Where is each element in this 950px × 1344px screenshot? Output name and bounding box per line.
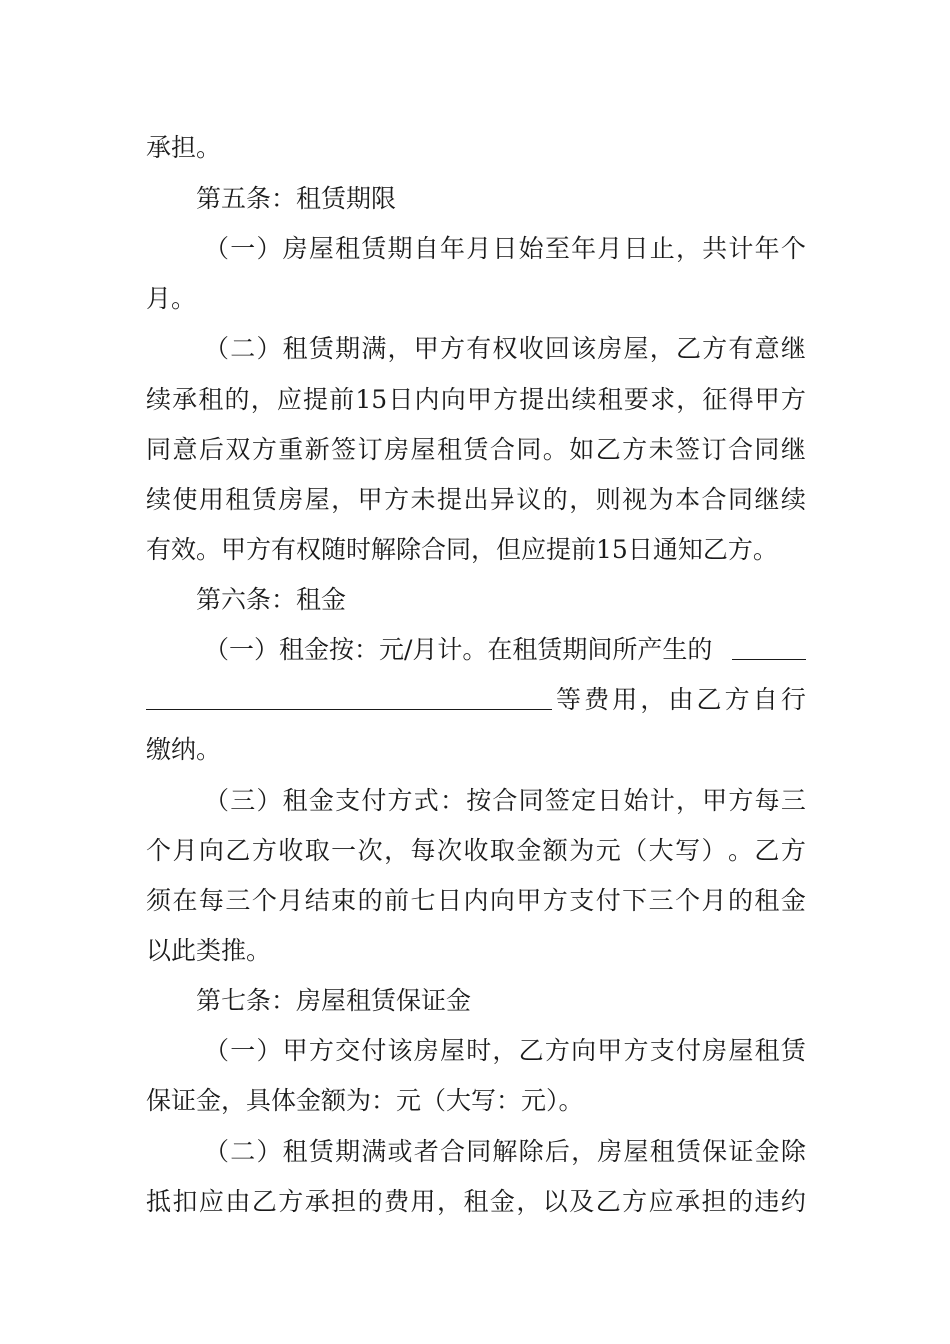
body-line: 月。: [146, 284, 197, 313]
paragraph-first-line: （一）租金按：元/月计。在租赁期间所产生的: [204, 635, 713, 664]
paragraph-first-line: （ 二 ） 租 赁 期 满 或 者 合 同 解 除 后 ， 房 屋 租 赁 保 证 金 除: [204, 1137, 806, 1166]
article-heading: 第六条：租金: [196, 585, 347, 614]
body-line: 抵 扣 应 由 乙 方 承 担 的 费 用 ， 租 金 ， 以 及 乙 方 应 承 担 的 违 约: [146, 1187, 806, 1216]
article-heading: 第七条：房屋租赁保证金: [196, 986, 472, 1015]
article-heading: 第五条：租赁期限: [196, 184, 397, 213]
blank-underline: [732, 633, 806, 660]
body-line: 续 使 用 租 赁 房 屋 ， 甲 方 未 提 出 异 议 的 ， 则 视 为 本 合 同 继 续: [146, 485, 806, 514]
paragraph-first-line: （ 一 ） 甲 方 交 付 该 房 屋 时 ， 乙 方 向 甲 方 支 付 房 屋 租 赁: [204, 1036, 806, 1065]
paragraph-first-line: （ 三 ） 租 金 支 付 方 式 ： 按 合 同 签 定 日 始 计 ， 甲 方 每 三: [204, 786, 806, 815]
body-line: 同 意 后 双 方 重 新 签 订 房 屋 租 赁 合 同 。 如 乙 方 未 签 订 合 同 继: [146, 435, 806, 464]
paragraph-first-line: （ 一 ） 房 屋 租 赁 期 自 年 月 日 始 至 年 月 日 止 ， 共 计 年 个: [204, 234, 806, 263]
body-line: 承担。: [146, 133, 222, 162]
body-line: 个 月 向 乙 方 收 取 一 次 ， 每 次 收 取 金 额 为 元 （ 大 写 ） 。 乙 方: [146, 836, 806, 865]
blank-underline: [146, 683, 552, 710]
paragraph-first-line: （ 二 ） 租 赁 期 满 ， 甲 方 有 权 收 回 该 房 屋 ， 乙 方 有 意 继: [204, 334, 806, 363]
body-line: 等 费 用 ， 由 乙 方 自 行: [556, 685, 806, 714]
body-line: 续 承 租 的 ， 应 提 前 15 日 内 向 甲 方 提 出 续 租 要 求 ， 征 得 甲 方: [146, 385, 806, 414]
body-line: 缴纳。: [146, 735, 222, 764]
body-line: 保证金，具体金额为：元（大写：元）。: [146, 1086, 584, 1115]
body-line: 以此类推。: [146, 936, 272, 965]
body-line: 有效。甲方有权随时解除合同，但应提前15日通知乙方。: [146, 535, 778, 564]
body-line: 须 在 每 三 个 月 结 束 的 前 七 日 内 向 甲 方 支 付 下 三 个 月 的 租 金: [146, 886, 806, 915]
